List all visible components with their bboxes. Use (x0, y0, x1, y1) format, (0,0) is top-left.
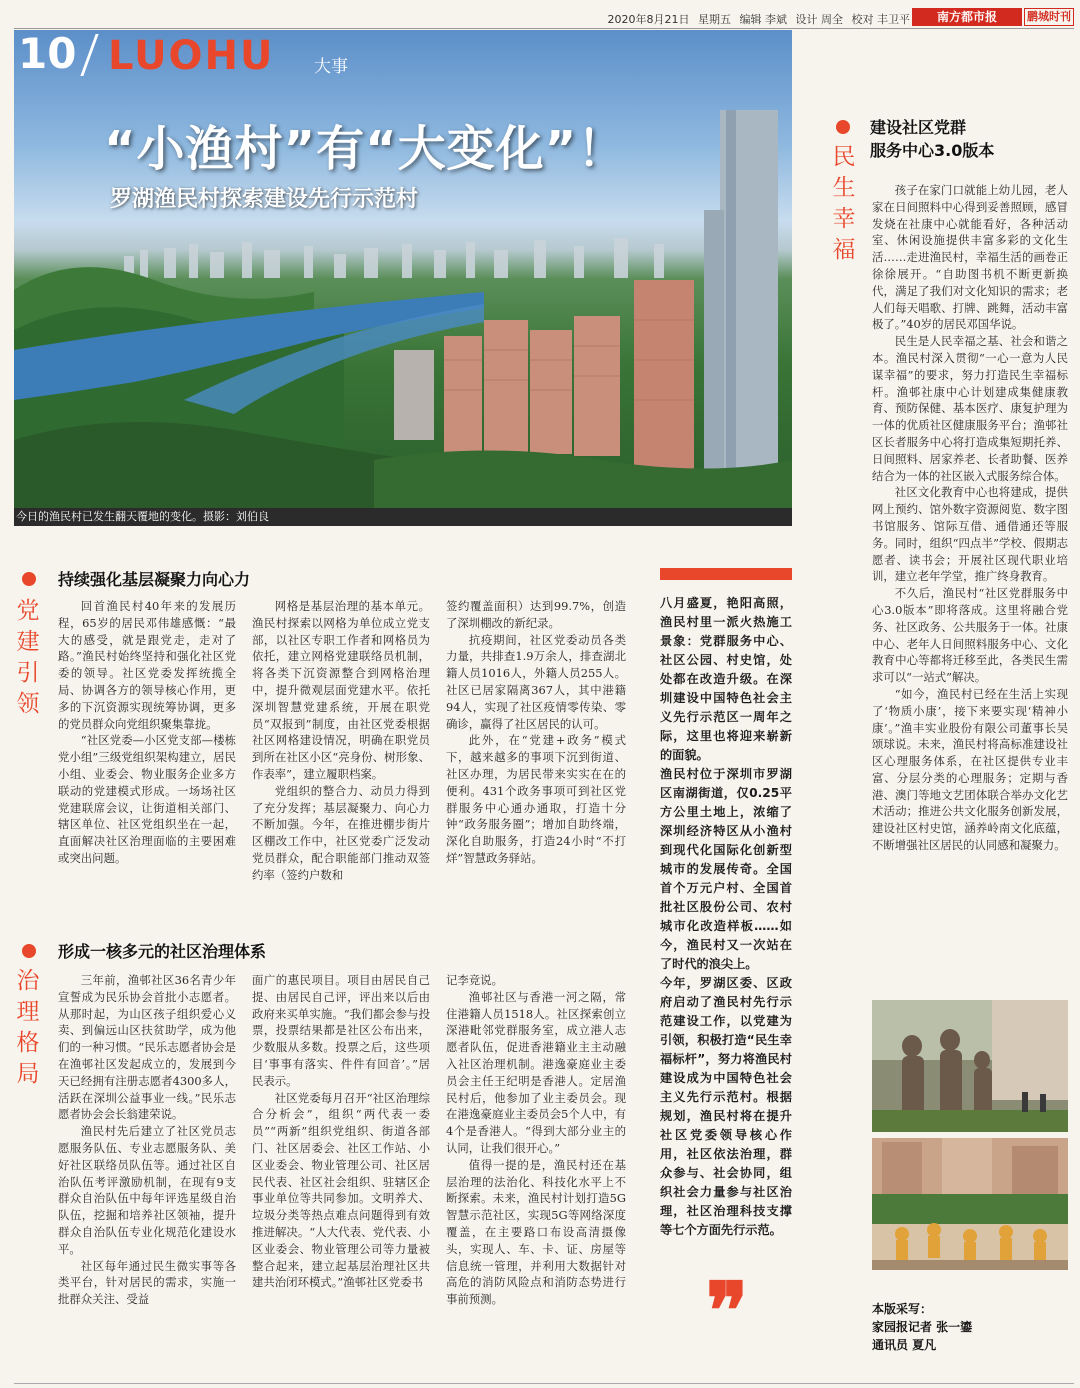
subheadline: 罗湖渔民村探索建设先行示范村 (110, 187, 419, 212)
paragraph: 签约覆盖面积）达到99.7%，创造了深圳棚改的新纪录。 (446, 599, 626, 630)
paragraph: 不久后，渔民村“社区党群服务中心3.0版本”即将落成。这里将融合党务、社区政务、公共服务于一体。社康中心、老年人日间照料服务中心、文化教育中心等都将迁移至此，各类民生需求可以“一站式”解决。 (872, 586, 1068, 685)
footer-rule (14, 1383, 1074, 1384)
paragraph: 渔民村先后建立了社区党员志愿服务队伍、专业志愿服务队、美好社区联络员队伍等。通过社区自治队伍考评激励机制，在现有9支群众自治队伍中每年评选星级自治队伍，挖掘和培养社区领袖，提升群众自治队伍专业化规范化建设水平。 (58, 1124, 236, 1256)
section-name: LUOHU (108, 33, 275, 79)
section1-column-3 (446, 598, 626, 910)
paragraph: 三年前，渔邨社区36名青少年宣誓成为民乐协会首批小志愿者。从那时起，为山区孩子组织爱心义卖、到偏远山区扶贫助学，成为他们的一种习惯。“民乐志愿者协会是在渔邨社区发起成立的，发展到今天已经拥有注册志愿者4300多人，活跃在深圳公益事业一线。”民乐志愿者协会会长翁建荣说。 (58, 973, 236, 1122)
section3-bullet-icon (836, 120, 850, 134)
paragraph: 记李竞说。 (446, 973, 503, 987)
editor-credit: 编辑 李斌 (739, 13, 787, 26)
section2-label: 治理格局 (16, 968, 40, 1087)
sculpture-photo-illustration (872, 1000, 1068, 1132)
paragraph: 孩子在家门口就能上幼儿园，老人家在日间照料中心得到妥善照顾，感冒发烧在社康中心就能看好，各种活动室、休闲设施提供丰富多彩的文化生活……走进渔民村，幸福生活的画卷正徐徐展开。“自助图书机不断更新换代，满足了我们对文化知识的需求；老人们每天唱歌、打牌、跳舞，活动丰富极了。”40岁的居民邓国华说。 (872, 183, 1068, 332)
photo-caption: 今日的渔民村已发生翻天覆地的变化。摄影：刘伯良 (14, 508, 792, 526)
byline (872, 1300, 972, 1354)
headline: “小渔村”有“大变化”！ (104, 121, 627, 177)
sculpture-photo (872, 1000, 1068, 1132)
children-activity-photo (872, 1138, 1068, 1270)
paragraph: 社区文化教育中心也将建成，提供网上预约、馆外数字资源阅览、数字图书馆服务、馆际互借、通借通还等服务。同时，组织“四点半”学校、假期志愿者、读书会；开展社区现代职业培训，建立老年学堂，推广终身教育。 (872, 485, 1068, 584)
section1-column-1 (58, 598, 236, 910)
children-photo-illustration (872, 1138, 1068, 1270)
masthead-meta (603, 11, 911, 27)
callout-paragraph: 八月盛夏，艳阳高照，渔民村里一派火热施工景象：党群服务中心、社区公园、村史馆，处处都在改造升级。在深圳建设中国特色社会主义先行示范区一周年之际，这里也将迎来崭新的面貌。 (660, 596, 792, 762)
design-credit: 设计 周全 (795, 13, 843, 26)
paragraph: 值得一提的是，渔民村还在基层治理的法治化、科技化水平上不断探索。未来，渔民村计划打造5G智慧示范社区，实现5G等网络深度覆盖，在主要路口布设高清摄像头，实现人、车、卡、证、房屋等信息统一管理，并利用大数据针对高危的消防风险点和消防态势进行事前预测。 (446, 1157, 626, 1307)
paragraph: 此外，在“党建+政务”模式下，越来越多的事项下沉到街道、社区办理，为居民带来实实在在的便利。431个政务事项可到社区党群服务中心通办通取，打造十分钟“政务服务圈”；增加自助终端，深化自助服务，打造24小时“不打烊”智慧政务驿站。 (446, 733, 626, 865)
section2-column-1 (58, 972, 236, 1358)
section-subtitle: 大事 (314, 57, 348, 77)
section3-label: 民生幸福 (832, 144, 856, 263)
proof-credit: 校对 丰卫平 (851, 13, 910, 26)
paragraph: “社区党委—小区党支部—楼栋党小组”三级党组织架构建立，居民小组、业委会、物业服务企业多方联动的党建模式形成。一场场社区党建联席会议，让街道相关部门、辖区单位、社区党组织坐在一起，直面解决社区治理面临的主要困难或突出问题。 (58, 733, 236, 865)
callout-accent-bar (660, 568, 792, 580)
paragraph: 社区每年通过民生微实事等各类平台，针对居民的需求，实施一批群众关注、受益 (58, 1258, 236, 1307)
paper-logo: 南方都市报 (912, 8, 1022, 26)
page-number: 10 (18, 30, 77, 78)
section1-title: 持续强化基层凝聚力向心力 (58, 570, 251, 589)
issue-weekday: 星期五 (698, 13, 731, 26)
byline-title: 本版采写： (872, 1302, 933, 1316)
paragraph: 渔邨社区与香港一河之隔，常住港籍人员1518人。社区探索创立深港毗邻党群服务室，成立港人志愿者队伍，促进香港籍业主主动融入社区治理机制。港逸豪庭业主委员会主任王纪明是香港人。定居渔民村后，他参加了业主委员会。现在港逸豪庭业主委员会5个人中，有4个是香港人。“得到大部分业主的认同，让我们很开心。” (446, 989, 626, 1155)
section2-column-3 (446, 972, 626, 1358)
paragraph: 网格是基层治理的基本单元。渔民村探索以网格为单位成立党支部，以社区专职工作者和网格员为依托，建立网格党建联络员机制，将各类下沉资源整合到网格治理中，提升微观层面党建水平。依托深圳智慧党建系统，开展在职党员“双报到”制度，由社区党委根据社区网格建设情况，明确在职党员到所在社区小区“亮身份、树形象、作表率”，建立履职档案。 (252, 599, 430, 781)
section1-label: 党建引领 (16, 598, 40, 717)
quote-mark-icon: ❞ (706, 1266, 748, 1357)
section2-bullet-icon (22, 944, 36, 958)
paragraph: 抗疫期间，社区党委动员各类力量，共排查1.9万余人，排查湖北籍人员1016人，外籍人员255人。社区已居家隔离367人，其中港籍94人，实现了社区疫情零传染、零确诊，赢得了社区居民的认可。 (446, 632, 626, 731)
paragraph: “如今，渔民村已经在生活上实现了‘物质小康’，接下来要实现‘精神小康’。”渔丰实业股份有限公司董事长吴颂球说。未来，渔民村将高标准建设社区心理服务体系，在社区提供专业丰富、分层分类的心理服务；定期与香港、澳门等地文艺团体联合举办文化艺术活动；推进公共文化服务创新发展，建设社区村史馆，涵养岭南文化底蕴，不断增强社区居民的认同感和凝聚力。 (872, 686, 1068, 853)
paragraph: 民生是人民幸福之基、社会和谐之本。渔民村深入贯彻“一心一意为人民谋幸福”的要求，努力打造民生幸福标杆。渔邨社康中心计划建成集健康教育、预防保健、基本医疗、康复护理为一体的优质社区健康服务平台；渔邨社区长者服务中心将打造成集短期托养、日间照料、居家养老、长者助餐、医养结合为一体的社区嵌入式服务综合体。 (872, 334, 1068, 483)
issue-date: 2020年8月21日 (607, 13, 690, 26)
paragraph: 回首渔民村40年来的发展历程，65岁的居民邓伟雄感慨：“最大的感受，就是跟党走，走对了路。”渔民村始终坚持和强化社区党委的领导。社区党委发挥统揽全局、协调各方的领导核心作用，更多的下沉资源实现统筹协调，更多的党员群众向党组织聚集靠拢。 (58, 599, 236, 731)
section2-column-2 (252, 972, 430, 1358)
callout-paragraph: 今年，罗湖区委、区政府启动了渔民村先行示范建设工作，以党建为引领，积极打造“民生幸福标杆”，努力将渔民村建设成为中国特色社会主义先行示范村。根据规划，渔民村将在提升社区党委领导核心作用，社区依法治理，群众参与、社会协同，组织社会力量参与社区治理，社区治理科技支撑等七个方面先行示范。 (660, 976, 792, 1237)
section1-column-2 (252, 598, 430, 910)
byline-reporter: 家园报记者 张一鎏 (872, 1320, 973, 1334)
paragraph: 面广的惠民项目。项目由居民自己提、由居民自己评，评出来以后由政府来买单实施。“我们都会参与投票，投票结果都是社区公布出来，少数服从多数。投票之后，这些项目‘事事有落实、件件有回音’。”居民表示。 (252, 973, 430, 1088)
sub-brand-logo: 鹏城时刊 (1024, 8, 1074, 26)
byline-correspondent: 通讯员 夏凡 (872, 1338, 937, 1352)
paragraph: 社区党委每月召开“社区治理综合分析会”，组织“两代表一委员”“两新”组织党组织、街道各部门、社区居委会、社区工作站、小区业委会、物业管理公司、社区居民代表、社区社会组织、驻辖区企事业单位等共同参加。文明养犬、垃圾分类等热点难点问题得到有效推进解决。“人大代表、党代表、小区业委会、物业管理公司等力量被整合起来，建立起基层治理社区共建共治闭环模式。”渔邨社区党委书 (252, 1090, 430, 1290)
paragraph: 党组织的整合力、动员力得到了充分发挥；基层凝聚力、向心力不断加强。今年，在推进棚步街片区棚改工作中，社区党委广泛发动党员群众，配合职能部门推动双签约率（签约户数和 (252, 783, 430, 882)
section3-title (870, 116, 994, 162)
section3-title-line1: 建设社区党群 (870, 118, 967, 137)
section3-column (872, 182, 1068, 972)
intro-callout (660, 594, 792, 1278)
section2-title: 形成一核多元的社区治理体系 (58, 942, 267, 961)
section1-bullet-icon (22, 572, 36, 586)
masthead-rule (14, 28, 1074, 29)
callout-paragraph: 渔民村位于深圳市罗湖区南湖街道，仅0.25平方公里土地上，浓缩了深圳经济特区从小渔村到现代化国际化创新型城市的发展传奇。全国首个万元户村、全国首批社区股份公司、农村城市化改造样板……如今，渔民村又一次站在了时代的浪尖上。 (660, 767, 792, 971)
masthead (0, 0, 1080, 30)
hero-photo (14, 30, 792, 508)
section3-title-line2: 服务中心3.0版本 (870, 141, 995, 160)
hero-illustration (14, 30, 792, 508)
